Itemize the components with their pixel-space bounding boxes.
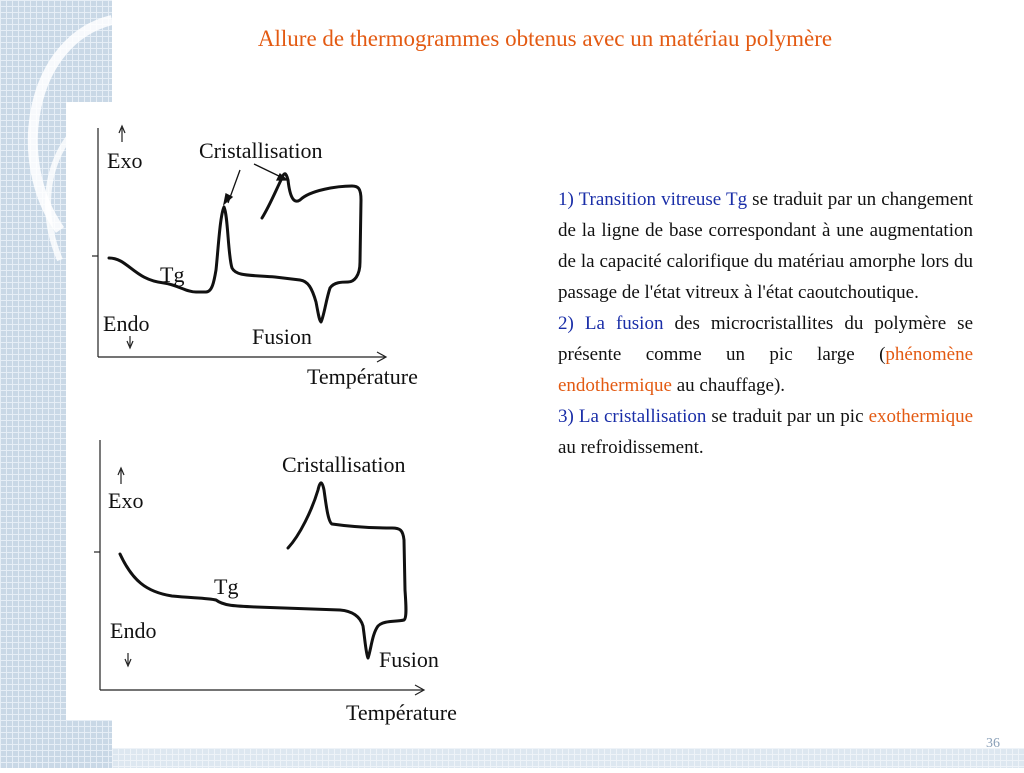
point-2-highlight: phénomène endothermique [558,344,973,396]
point-glass-transition [558,184,973,308]
bottom-curve [120,483,406,658]
point-3-number: 3) [558,406,574,427]
bottom-fusion-label: Fusion [379,647,439,672]
top-temperature-label: Température [307,364,418,389]
top-tg-label: Tg [160,262,185,287]
point-1-term: Transition vitreuse Tg [578,189,748,210]
point-crystallisation [558,401,973,463]
top-endo-label: Endo [103,311,150,336]
point-3-text-b: au refroidissement. [558,437,704,458]
top-exo-label: Exo [107,148,143,173]
point-2-text-b: au chauffage). [671,375,786,396]
top-crystallisation-label: Cristallisation [199,138,323,163]
point-1-text: se traduit par un changement de la ligne de base correspondant à une augmentation de la capacité calorifique du matériau amorphe lors du passage de l'état vitreux à l'état caoutchoutique. [558,189,973,303]
point-fusion [558,308,973,401]
point-3-text-a: se traduit par un pic [706,406,869,427]
bottom-temperature-label: Température [346,700,457,725]
point-1-number: 1) [558,189,574,210]
point-2-term: La fusion [584,313,664,334]
bottom-axes [94,440,424,695]
point-3-term: La cristallisation [578,406,707,427]
top-curve [109,174,361,322]
explanation-text [558,184,973,463]
point-3-highlight: exothermique [868,406,974,427]
bottom-endo-label: Endo [110,618,157,643]
page-number: 36 [986,736,1000,751]
slide-title: Allure de thermogrammes obtenus avec un matériau polymère [257,26,833,51]
point-2-number: 2) [558,313,574,334]
bottom-tg-label: Tg [214,574,239,599]
top-fusion-label: Fusion [252,324,312,349]
bottom-crystallisation-label: Cristallisation [282,452,406,477]
bottom-exo-label: Exo [108,488,144,513]
point-2-text-a: des microcristallites du polymère se présente comme un pic large ( [558,313,974,365]
